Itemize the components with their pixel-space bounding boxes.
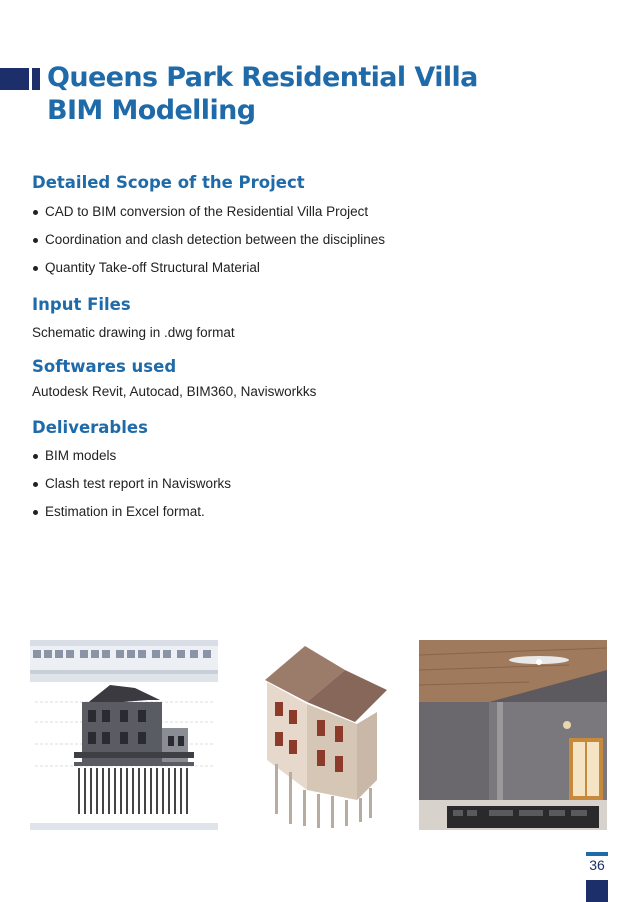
list-item: Clash test report in Navisworks bbox=[32, 475, 231, 503]
deliverables-heading: Deliverables bbox=[32, 418, 148, 437]
3d-building-render-icon bbox=[245, 640, 395, 830]
title-line-2: BIM Modelling bbox=[47, 95, 256, 126]
list-item: CAD to BIM conversion of the Residential Villa Project bbox=[32, 203, 385, 231]
software-heading: Softwares used bbox=[32, 357, 177, 376]
page-number: 36 bbox=[589, 857, 605, 873]
scope-heading: Detailed Scope of the Project bbox=[32, 173, 305, 192]
revit-model-image bbox=[30, 640, 218, 830]
list-item: BIM models bbox=[32, 447, 231, 475]
revit-model-screenshot-icon bbox=[30, 640, 218, 830]
interior-render-icon bbox=[419, 640, 607, 830]
building-render-image bbox=[245, 640, 395, 830]
input-files-heading: Input Files bbox=[32, 295, 131, 314]
list-item: Quantity Take-off Structural Material bbox=[32, 259, 385, 287]
deliverables-list bbox=[32, 447, 231, 531]
page-title bbox=[47, 61, 607, 127]
title-accent-bar bbox=[0, 68, 40, 90]
list-item: Coordination and clash detection between the disciplines bbox=[32, 231, 385, 259]
software-text: Autodesk Revit, Autocad, BIM360, Navisworkks bbox=[32, 384, 317, 399]
page-number-bottom-block bbox=[586, 880, 608, 902]
page-number-top-bar bbox=[586, 852, 608, 856]
input-files-text: Schematic drawing in .dwg format bbox=[32, 325, 235, 340]
page-number-box bbox=[586, 852, 608, 902]
scope-list bbox=[32, 203, 385, 287]
list-item: Estimation in Excel format. bbox=[32, 503, 231, 531]
interior-render-image bbox=[419, 640, 607, 830]
title-line-1: Queens Park Residential Villa bbox=[47, 62, 478, 93]
